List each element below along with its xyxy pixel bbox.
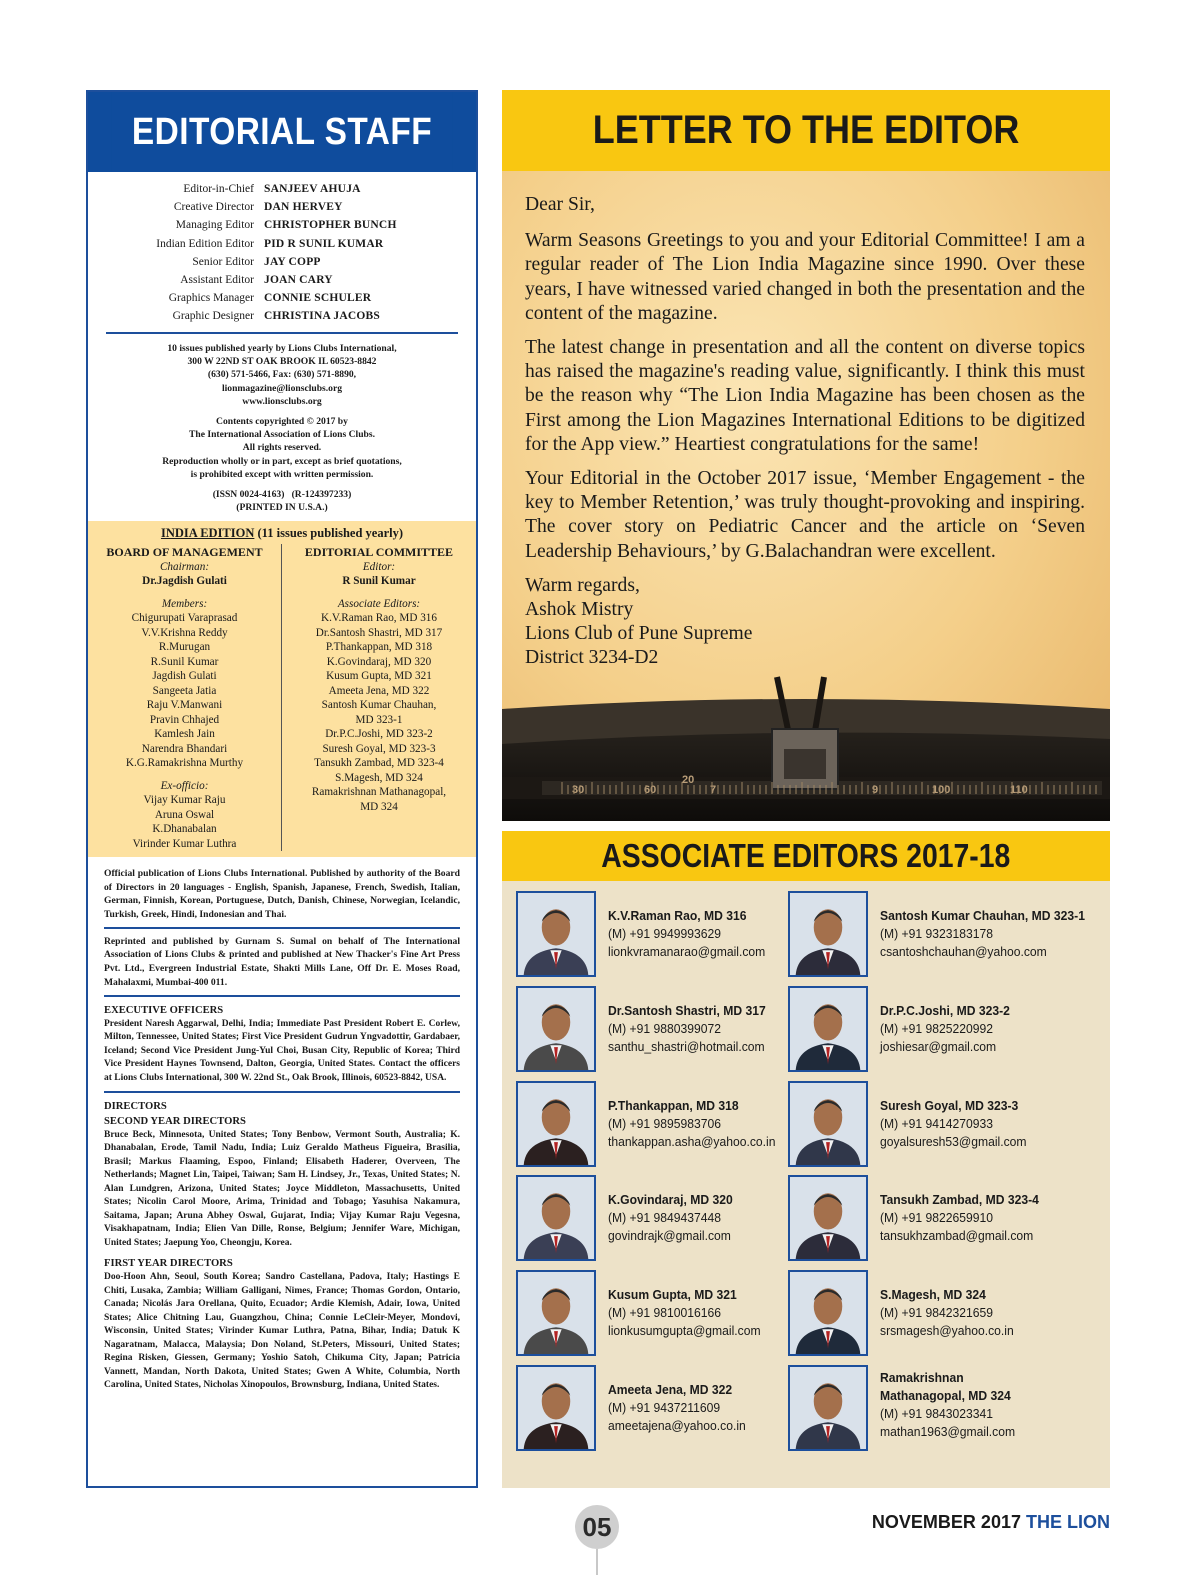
letter-salutation: Dear Sir, — [525, 194, 595, 215]
exofficio-member: Virinder Kumar Luthra — [132, 837, 237, 850]
editor-phone: (M) +91 9842321659 — [880, 1305, 993, 1320]
editor-info — [880, 1191, 1076, 1245]
associate-editor-card — [788, 1081, 1078, 1171]
editor-photo — [516, 1175, 596, 1261]
staff-role-row: Graphic Designer CHRISTINA JACOBS — [172, 310, 380, 323]
letter-content — [525, 193, 1085, 671]
exofficio-member: Aruna Oswal — [154, 808, 215, 821]
editor-name: K.Govindaraj, MD 320 — [608, 1192, 733, 1207]
editor-name: Mathanagopal, MD 324 — [880, 1388, 1011, 1403]
committee-assoc-editor: Santosh Kumar Chauhan, — [321, 699, 437, 711]
committee-assoc-editor: K.Govindaraj, MD 320 — [326, 655, 432, 668]
printed-in: (PRINTED IN U.S.A.) — [236, 502, 328, 514]
executive-officers-text: President Naresh Aggarwal, Delhi, India; Immediate Past President Robert E. Corlew, Milton, Tennessee, United States; First Vice President Gudrun Yngvadottir, Gardabaer, Iceland; Second Vice President Jung-Yul Choi, Busan City, Republic of Korea; Third Vice President Haynes Townsend, Dalton, Georgia, United States. Contact the officers at Lions Clubs International, 300 W. 22nd St., Oak Brook, Illinois, 60523-8842, USA. — [104, 1018, 460, 1083]
staff-role-row: Editor-in-Chief SANJEEV AHUJA — [183, 183, 361, 195]
typewriter-illustration — [502, 669, 1110, 821]
editor-photo — [788, 986, 868, 1072]
committee-assoc-editor: K.V.Raman Rao, MD 316 — [320, 612, 437, 624]
staff-role-row: Senior Editor JAY COPP — [192, 255, 321, 268]
contact-email: lionmagazine@lionsclubs.org — [221, 382, 343, 394]
publication-info: 10 issues published yearly by Lions Clubs International, 300 W 22ND ST OAK BROOK IL 60523-8842 (630) 571-5466, Fax: (630) 571-8890, lionmagazine@lionsclubs.org www.lionsclubs.org Contents copyrighted © 2017 by The International Association of Lions Clubs. All rights reserved. Reproduction wholly or in part, except as brief quotations, is prohibited except with written permission. (ISSN 0024-4163) (R-124397233) (PRINTED IN U.S.A.) — [88, 334, 476, 521]
editor-phone: (M) +91 9323183178 — [880, 926, 993, 941]
board-member-list — [88, 611, 281, 771]
committee-assoc-list — [282, 611, 476, 814]
board-member: Jagdish Gulati — [152, 670, 217, 682]
board-member: Pravin Chhajed — [149, 713, 220, 726]
editor-email: goyalsuresh53@gmail.com — [880, 1134, 1027, 1149]
editor-phone: (M) +91 9949993629 — [608, 926, 721, 941]
editor-email: lionkvramanarao@gmail.com — [608, 944, 766, 959]
associate-editor-card — [516, 986, 806, 1076]
editor-email: srsmagesh@yahoo.co.in — [880, 1323, 1014, 1338]
page-number-line — [596, 1549, 598, 1575]
exofficio-member: Vijay Kumar Raju — [143, 794, 226, 806]
committee-assoc-editor: P.Thankappan, MD 318 — [325, 641, 433, 653]
staff-role-row: Graphics Manager CONNIE SCHULER — [168, 292, 372, 305]
committee-assoc-editor: Dr.Santosh Shastri, MD 317 — [315, 626, 443, 639]
editor-phone: (M) +91 9810016166 — [608, 1305, 721, 1320]
associate-editors-header — [502, 831, 1110, 881]
committee-assoc-editor: Kusum Gupta, MD 321 — [326, 670, 432, 682]
editor-phone: (M) +91 9895983706 — [608, 1116, 721, 1131]
editor-info — [880, 907, 1085, 961]
associate-editors-title: ASSOCIATE EDITORS 2017-18 — [601, 837, 1011, 874]
editor-info — [880, 1097, 1076, 1151]
ruler-number: 60 — [644, 784, 657, 796]
associate-editor-card — [516, 1365, 806, 1455]
editor-name: Tansukh Zambad, MD 323-4 — [880, 1192, 1039, 1207]
editor-phone: (M) +91 9880399072 — [608, 1021, 721, 1036]
directors-title: DIRECTORS — [104, 1100, 167, 1112]
associate-editor-card — [516, 891, 806, 981]
editor-name: P.Thankappan, MD 318 — [608, 1098, 739, 1113]
staff-roles — [88, 172, 476, 332]
editor-email: govindrajk@gmail.com — [608, 1228, 731, 1243]
editor-phone: (M) +91 9437211609 — [608, 1400, 721, 1415]
editor-email: ameetajena@yahoo.co.in — [608, 1418, 746, 1433]
committee-assoc-editor: MD 324 — [360, 800, 398, 813]
committee-assoc-editor: Ramakrishnan Mathanagopal, — [311, 786, 447, 798]
letter-paragraph: Your Editorial in the October 2017 issue, ‘Member Engagement - the key to Member Retention,’ was truly thought-provoking and inspiring. The cover story on Pediatric Cancer and the article on ‘Seven Leadership Behaviours,’ by G.Balachandran were excellent. — [525, 468, 1085, 562]
committee-assoc-editor: Dr.P.C.Joshi, MD 323-2 — [325, 728, 433, 740]
ruler-number: 20 — [682, 774, 695, 786]
staff-role-row: Indian Edition Editor PID R SUNIL KUMAR — [156, 237, 384, 250]
letter-title: LETTER TO THE EDITOR — [592, 108, 1020, 152]
editor-email: lionkusumgupta@gmail.com — [608, 1323, 761, 1338]
footer-brand: THE LION — [1026, 1512, 1110, 1532]
committee-assoc-editor: Tansukh Zambad, MD 323-4 — [314, 757, 444, 769]
associate-editor-card — [516, 1270, 806, 1360]
letter-paragraph: The latest change in presentation and all the content on diverse topics has raised the magazine's reading value, significantly. I think this must be the reason why “The Lion India Magazine has been chosen as the First among the Lion Magazines International Editions to be digitized for the App view.” Heartiest congratulations for the same! — [525, 337, 1085, 455]
editor-photo — [516, 1270, 596, 1356]
associate-editors-grid — [502, 881, 1110, 1488]
board-member: Sangeeta Jatia — [152, 684, 217, 697]
board-of-management: BOARD OF MANAGEMENT Chairman: Dr.Jagdish Gulati Members: Chigurupati Varaprasad V.V.Krishna Reddy R.Murugan R.Sunil Kumar Jagdish Gulati Sangeeta Jatia Raju V.Manwani Pravin Chhajed Kamlesh Jain Narendra Bhandari K.G.Ramakrishna Murthy Ex-officio: Vijay Kumar Raju Aruna Oswal K.Dhanabalan Virinder Kumar Luthra — [88, 544, 282, 852]
editorial-staff-panel — [86, 90, 478, 1488]
staff-role-row: Managing Editor CHRISTOPHER BUNCH — [175, 219, 397, 232]
associate-editor-card — [788, 1175, 1078, 1265]
editor-phone: (M) +91 9849437448 — [608, 1210, 721, 1225]
editor-email: mathan1963@gmail.com — [880, 1424, 1016, 1439]
editor-photo — [516, 986, 596, 1072]
ruler-number: 100 — [932, 784, 951, 796]
letter-panel — [502, 171, 1110, 821]
editor-photo — [516, 1081, 596, 1167]
board-member: Narendra Bhandari — [141, 742, 228, 755]
editor-info — [608, 907, 804, 961]
editor-photo — [788, 1365, 868, 1451]
editorial-staff-title: EDITORIAL STAFF — [111, 92, 452, 172]
first-year-directors-text: Doo-Hoon Ahn, Seoul, South Korea; Sandro Castellana, Padova, Italy; Hastings E Chiti, Lusaka, Zambia; William Galligani, Nimes, France; Thomas Gordon, Ontario, Canada; Nicolás Jara Orellana, Quito, Ecuador; Ardie Klemish, Adair, Iowa, United States; Alice Chitning Lau, Guangzhou, China; Connie LeCleir-Meyer, Mondovi, Wisconsin, United States; Virinder Kumar Luthra, Patna, Bihar, India; Datuk K Nagaratnam, Malacca, Malaysia; Don Noland, St.Peters, Missouri, United States; Regina Risken, Giessen, Germany; Yoshio Satoh, Chikuma City, Japan; Patricia Vannett, Mandan, North Dakota, United States; Gwen A White, Columbia, North Carolina, United States, Nicholas Xinopoulos, Brownsburg, Indiana, United States. — [104, 1272, 460, 1391]
editor-photo — [788, 1270, 868, 1356]
ruler-number: 7 — [710, 784, 717, 796]
editor-name: Santosh Kumar Chauhan, MD 323-1 — [880, 908, 1085, 923]
associate-editor-card — [788, 986, 1078, 1076]
editorial-committee: EDITORIAL COMMITTEE Editor: R Sunil Kumar Associate Editors: K.V.Raman Rao, MD 316 Dr.Santosh Shastri, MD 317 P.Thankappan, MD 318 K.Govindaraj, MD 320 Kusum Gupta, MD 321 Ameeta Jena, MD 322 Santosh Kumar Chauhan, MD 323-1 Dr.P.C.Joshi, MD 323-2 Suresh Goyal, MD 323-3 Tansukh Zambad, MD 323-4 S.Magesh, MD 324 Ramakrishnan Mathanagopal, MD 324 — [282, 544, 476, 852]
editor-name: K.V.Raman Rao, MD 316 — [608, 908, 747, 923]
executive-officers-title: EXECUTIVE OFFICERS — [104, 1004, 224, 1016]
committee-assoc-editor: Ameeta Jena, MD 322 — [328, 684, 430, 697]
exofficio-list — [88, 793, 281, 851]
board-member: R.Sunil Kumar — [150, 655, 219, 668]
editor-info — [608, 1286, 804, 1340]
issn: (ISSN 0024-4163) (R-124397233) — [212, 488, 352, 500]
editor-photo — [516, 891, 596, 977]
editor-name: Ameeta Jena, MD 322 — [608, 1382, 733, 1397]
ruler-number: 30 — [572, 784, 585, 796]
associate-editor-card — [516, 1081, 806, 1171]
editor-name: Suresh Goyal, MD 323-3 — [880, 1098, 1019, 1113]
editor-email: santhu_shastri@hotmail.com — [608, 1039, 765, 1054]
second-year-directors-title: SECOND YEAR DIRECTORS — [104, 1115, 246, 1127]
staff-role-row: Creative Director DAN HERVEY — [173, 201, 343, 214]
footer-issue: NOVEMBER 2017 THE LION — [871, 1512, 1110, 1532]
editor-phone: (M) +91 9414270933 — [880, 1116, 993, 1131]
editor-info — [608, 1191, 804, 1245]
editor-email: thankappan.asha@yahoo.co.in — [608, 1134, 776, 1149]
editor-info — [608, 1381, 804, 1435]
board-member: Chigurupati Varaprasad — [131, 612, 238, 624]
editor-photo — [788, 1081, 868, 1167]
editor-name: Dr.Santosh Shastri, MD 317 — [608, 1003, 766, 1018]
second-year-directors-text: Bruce Beck, Minnesota, United States; Tony Benbow, Vermont South, Australia; K. Dhanabalan, Erode, Tamil Nadu, India; Luiz Geraldo Matheus Figueira, Brasilia, Brasil; Markus Flaaming, Espoo, Finland; Elisabeth Haderer, Overveen, The Netherlands; Magnet Lin, Taipei, Taiwan; Sam H. Lindsey, Jr., Texas, United States; N. Alan Lundgren, Arizona, United States; Joyce Middleton, Massachusetts, United States; Nicolin Carol Moore, Arima, Trinidad and Tobago; Yasuhisa Nakamura, Saitama, Japan; Aruna Abhey Oswal, Gujarat, India; Vijay Kumar Raju Vegesna, Visakhapatnam, India; Elien Van Dille, Ronse, Belgium; Jennifer Ware, Michigan, United States; Jaepung Yoo, Cheongju, Korea. — [104, 1129, 460, 1248]
reprinted-note: Reprinted and published by Gurnam S. Sumal on behalf of The International Association of Lions Clubs & printed and published at New Thacker's Fine Art Press Pvt. Ltd., Evergreen Industrial Estate, Shakti Mills Lane, Off Dr. E. Moses Road, Mahalaxmi, Mumbai-400 011. — [104, 935, 460, 988]
editor-info — [608, 1002, 804, 1056]
committee-assoc-editor: Suresh Goyal, MD 323-3 — [322, 742, 436, 755]
associate-editor-card — [788, 1270, 1078, 1360]
editor-name: S.Magesh, MD 324 — [880, 1287, 986, 1302]
editor-email: csantoshchauhan@yahoo.com — [880, 944, 1047, 959]
editor-info — [880, 1002, 1076, 1056]
editor-photo — [788, 891, 868, 977]
ruler-number: 110 — [1010, 784, 1028, 796]
editor-photo — [516, 1365, 596, 1451]
associate-editor-card — [788, 891, 1085, 981]
letter-header — [502, 90, 1110, 171]
first-year-directors-title: FIRST YEAR DIRECTORS — [104, 1258, 233, 1270]
india-edition-box — [88, 521, 476, 858]
editor-email: tansukhzambad@gmail.com — [880, 1228, 1034, 1243]
associate-editor-card — [788, 1365, 1078, 1455]
india-edition-heading: INDIA EDITION (11 issues published yearly) — [160, 525, 404, 540]
editor-phone: (M) +91 9825220992 — [880, 1021, 993, 1036]
staff-role-row: Assistant Editor JOAN CARY — [180, 274, 333, 287]
letter-signature: Warm regards, Ashok Mistry Lions Club of Pune Supreme District 3234-D2 — [525, 574, 753, 669]
editor-email: joshiesar@gmail.com — [880, 1039, 997, 1054]
editor-name: Dr.P.C.Joshi, MD 323-2 — [880, 1003, 1010, 1018]
board-member: K.G.Ramakrishna Murthy — [125, 757, 244, 769]
page-number: 05 — [575, 1505, 619, 1549]
editor-info — [608, 1097, 804, 1151]
board-member: Kamlesh Jain — [154, 728, 215, 740]
editor-name: Kusum Gupta, MD 321 — [608, 1287, 737, 1302]
official-publication-note: Official publication of Lions Clubs International. Published by authority of the Board of Directors in 20 languages - English, Spanish, Japanese, French, Swedish, Italian, German, Finnish, Korean, Portuguese, Dutch, Danish, Chinese, Norwegian, Icelandic, Turkish, Greek, Hindi, Indonesian and Thai. — [104, 868, 460, 920]
editor-info — [880, 1286, 1076, 1340]
editor-phone: (M) +91 9843023341 — [880, 1406, 993, 1421]
board-member: V.V.Krishna Reddy — [141, 626, 228, 639]
letter-paragraph: Warm Seasons Greetings to you and your Editorial Committee! I am a regular reader of The Lion India Magazine since 1990. Over these years, I have witnessed varied changed in both the presentation and the content of the magazine. — [525, 230, 1085, 324]
editor-info — [880, 1369, 1076, 1441]
editor-photo — [788, 1175, 868, 1261]
exofficio-member: K.Dhanabalan — [152, 823, 217, 835]
committee-assoc-editor: S.Magesh, MD 324 — [335, 771, 423, 784]
board-member: R.Murugan — [158, 641, 211, 653]
associate-editor-card — [516, 1175, 806, 1265]
committee-assoc-editor: MD 323-1 — [355, 713, 403, 726]
ruler-number: 9 — [872, 784, 879, 796]
editor-phone: (M) +91 9822659910 — [880, 1210, 993, 1225]
editor-name: Ramakrishnan — [880, 1370, 964, 1385]
board-member: Raju V.Manwani — [146, 699, 223, 711]
website: www.lionsclubs.org — [242, 396, 322, 408]
